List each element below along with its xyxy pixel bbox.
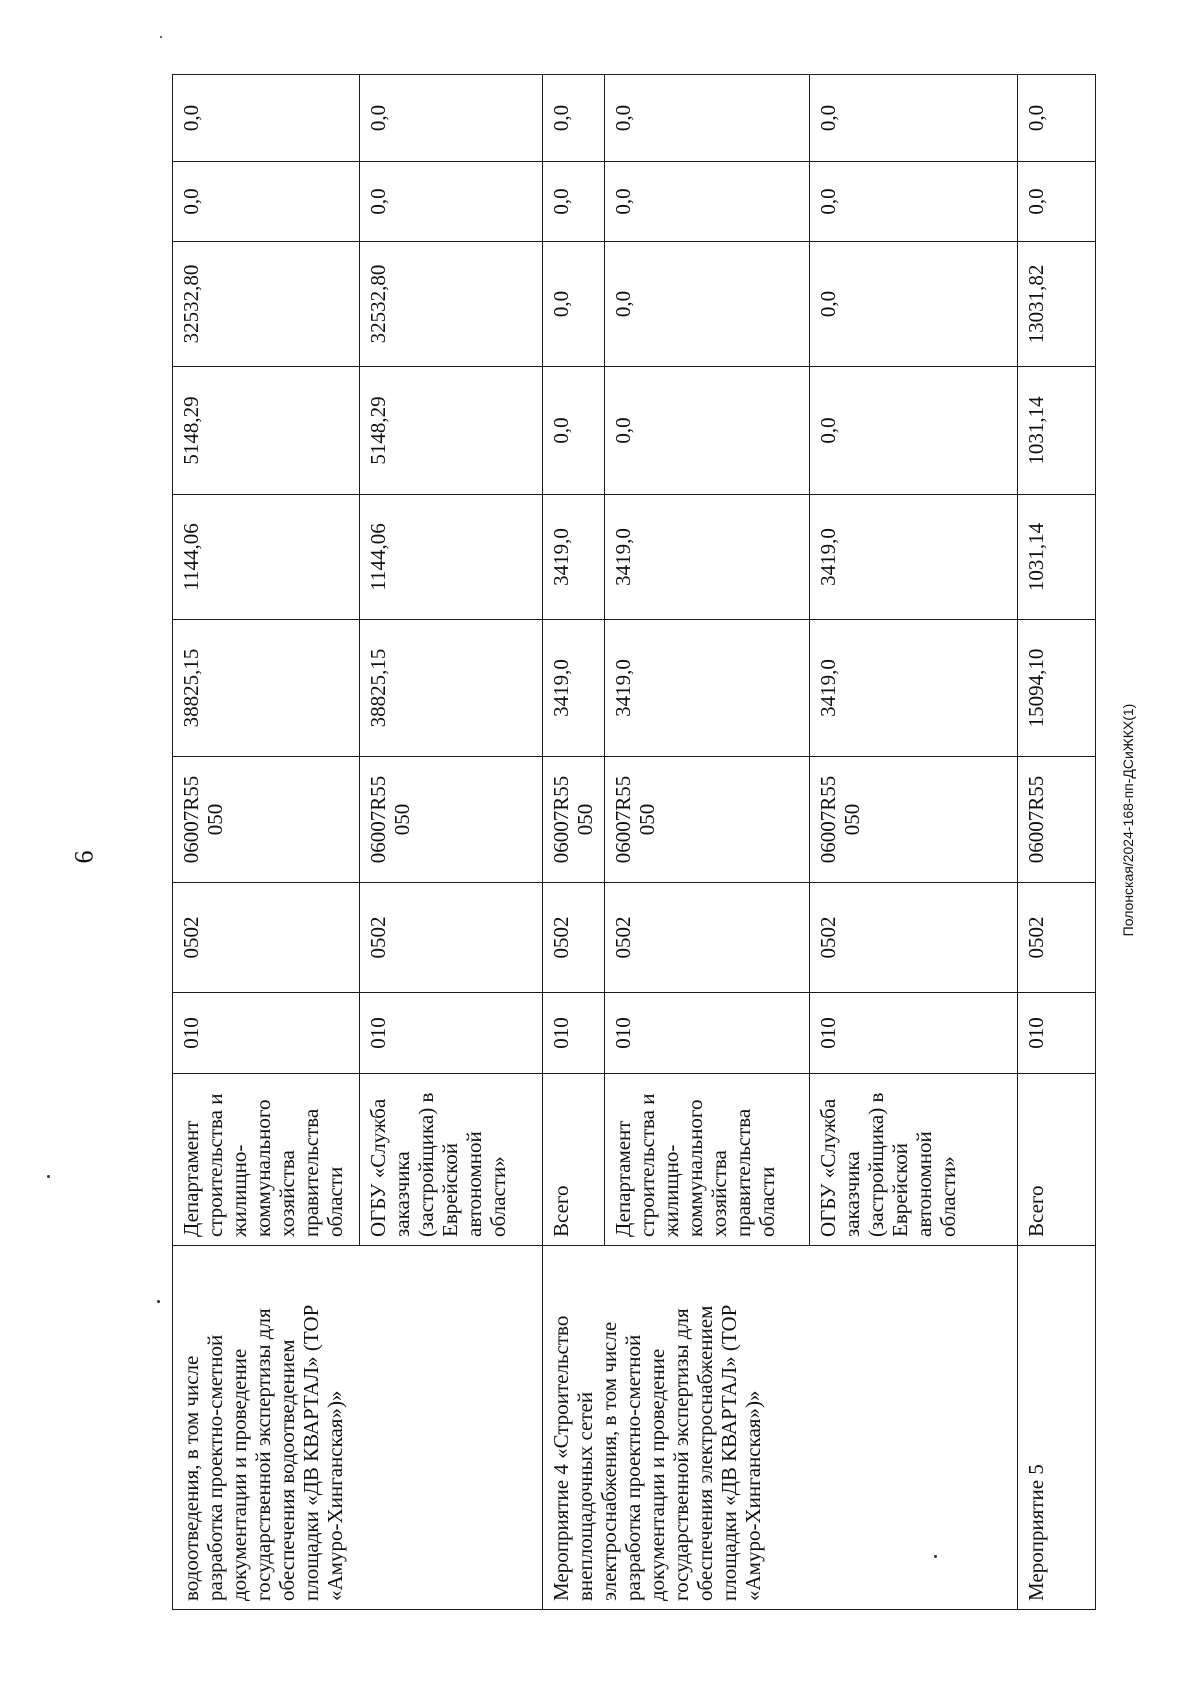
scan-speck	[157, 1300, 160, 1303]
budget-table-page	[172, 75, 1095, 1610]
grbs-cell: 010	[1018, 993, 1096, 1074]
year1-cell: 1031,14	[1018, 495, 1096, 620]
year3-cell: 0,0	[543, 242, 605, 367]
year2-cell: 1031,14	[1018, 367, 1096, 495]
csr-cell: 06007R55 050	[543, 757, 605, 883]
csr-cell: 06007R55	[1018, 757, 1096, 883]
total-cell: 38825,15	[173, 620, 360, 757]
event-name-cell: Мероприятие 5	[1018, 1246, 1096, 1610]
scan-speck	[934, 1555, 937, 1558]
executor-cell: ОГБУ «Служба заказчика (застройщика) в Еврейской автономной области»	[810, 1074, 1018, 1246]
grbs-cell: 010	[543, 993, 605, 1074]
year3-cell: 13031,82	[1018, 242, 1096, 367]
rzpr-cell: 0502	[1018, 883, 1096, 993]
year3-cell: 32532,80	[173, 242, 360, 367]
table-row	[173, 75, 360, 1610]
year5-cell: 0,0	[1018, 75, 1096, 162]
year3-cell: 0,0	[810, 242, 1018, 367]
scan-speck	[160, 36, 162, 38]
year5-cell: 0,0	[360, 75, 543, 162]
footer-code-text: Полонская/2024-168-пп-ДСиЖКХ(1)	[1120, 703, 1136, 937]
executor-cell: ОГБУ «Служба заказчика (застройщика) в Еврейской автономной области»	[360, 1074, 543, 1246]
year4-cell: 0,0	[605, 162, 810, 242]
table-row	[543, 75, 605, 1610]
year2-cell: 0,0	[810, 367, 1018, 495]
executor-cell: Департамент строительства и жилищно-коммунального хозяйства правительства области	[605, 1074, 810, 1246]
total-cell: 3419,0	[543, 620, 605, 757]
csr-cell: 06007R55 050	[605, 757, 810, 883]
year5-cell: 0,0	[810, 75, 1018, 162]
csr-cell: 06007R55 050	[810, 757, 1018, 883]
grbs-cell: 010	[173, 993, 360, 1074]
executor-cell: Департамент строительства и жилищно-коммунального хозяйства правительства области	[173, 1074, 360, 1246]
year4-cell: 0,0	[173, 162, 360, 242]
grbs-cell: 010	[605, 993, 810, 1074]
total-cell: 15094,10	[1018, 620, 1096, 757]
rzpr-cell: 0502	[810, 883, 1018, 993]
year5-cell: 0,0	[605, 75, 810, 162]
grbs-cell: 010	[360, 993, 543, 1074]
rzpr-cell: 0502	[360, 883, 543, 993]
year4-cell: 0,0	[543, 162, 605, 242]
event-name-cell: Мероприятие 4 «Строительство внеплощадочных сетей электроснабжения, в том числе разработка проектно-сметной документации и проведение государственной экспертизы для обеспечения электроснабжением площадки «ДВ КВАРТАЛ» (ТОР «Амуро-Хинганская»)»	[543, 1246, 1018, 1610]
year2-cell: 5148,29	[360, 367, 543, 495]
csr-cell: 06007R55 050	[173, 757, 360, 883]
total-cell: 3419,0	[605, 620, 810, 757]
year2-cell: 5148,29	[173, 367, 360, 495]
year5-cell: 0,0	[543, 75, 605, 162]
total-cell: 3419,0	[810, 620, 1018, 757]
grbs-cell: 010	[810, 993, 1018, 1074]
year1-cell: 3419,0	[810, 495, 1018, 620]
year4-cell: 0,0	[360, 162, 543, 242]
year3-cell: 32532,80	[360, 242, 543, 367]
event-name-cell: водоотведения, в том числе разработка проектно-сметной документации и проведение государственной экспертизы для обеспечения водоотведением площадки «ДВ КВАРТАЛ» (ТОР «Амуро-Хинганская»)»	[173, 1246, 543, 1610]
year1-cell: 1144,06	[360, 495, 543, 620]
year3-cell: 0,0	[605, 242, 810, 367]
year4-cell: 0,0	[810, 162, 1018, 242]
total-cell: 38825,15	[360, 620, 543, 757]
year1-cell: 1144,06	[173, 495, 360, 620]
year5-cell: 0,0	[173, 75, 360, 162]
executor-cell: Всего	[1018, 1074, 1096, 1246]
page-number: 6	[69, 850, 99, 864]
year4-cell: 0,0	[1018, 162, 1096, 242]
table-row	[1018, 75, 1096, 1610]
rzpr-cell: 0502	[543, 883, 605, 993]
budget-table	[172, 74, 1096, 1610]
year1-cell: 3419,0	[543, 495, 605, 620]
year2-cell: 0,0	[543, 367, 605, 495]
year2-cell: 0,0	[605, 367, 810, 495]
rzpr-cell: 0502	[173, 883, 360, 993]
rzpr-cell: 0502	[605, 883, 810, 993]
year1-cell: 3419,0	[605, 495, 810, 620]
csr-cell: 06007R55 050	[360, 757, 543, 883]
executor-cell: Всего	[543, 1074, 605, 1246]
scan-speck	[47, 1175, 50, 1178]
